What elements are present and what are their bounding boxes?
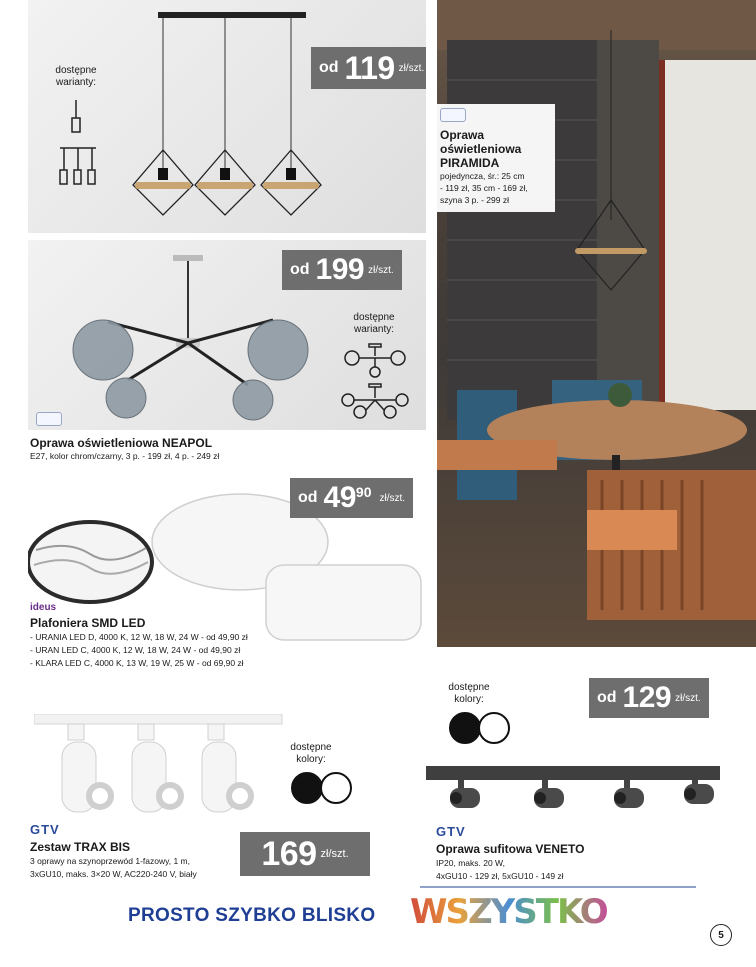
trax-colors-label: dostępne kolory: — [290, 742, 332, 765]
veneto-color-white[interactable] — [478, 712, 510, 744]
plafoniera-line-3: - KLARA LED C, 4000 K, 13 W, 19 W, 25 W - od 69,90 zł — [30, 658, 244, 668]
veneto-price-unit: zł/szt. — [675, 692, 701, 704]
neapol-brand-logo — [36, 412, 62, 426]
piramida-title: Oprawa oświetleniowa PIRAMIDA — [440, 128, 522, 170]
trax-price-amount: 169 — [261, 834, 317, 873]
trax-color-swatches — [291, 772, 352, 804]
neapol-price-amount: 199 — [315, 253, 365, 286]
trax-title: Zestaw TRAX BIS — [30, 840, 131, 854]
wszystko-logo: WSZYSTKO — [410, 892, 607, 932]
footer-slogan: PROSTO SZYBKO BLISKO — [128, 905, 376, 926]
piramida-price-od: od — [319, 59, 339, 76]
trax-color-white[interactable] — [320, 772, 352, 804]
interior-photo-scene — [437, 0, 756, 647]
veneto-desc-2: 4xGU10 - 129 zł, 5xGU10 - 149 zł — [436, 871, 564, 881]
piramida-lamp-illustration — [123, 10, 338, 220]
plafoniera-price-tag — [290, 478, 413, 518]
veneto-desc-1: IP20, maks. 20 W, — [436, 858, 505, 868]
plafoniera-brand-logo: ideus — [30, 602, 57, 613]
veneto-price-tag — [589, 678, 709, 718]
veneto-title: Oprawa sufitowa VENETO — [436, 842, 585, 856]
veneto-price-amount: 129 — [622, 681, 672, 714]
piramida-desc-3: szyna 3 p. - 299 zł — [440, 195, 509, 205]
neapol-image-panel — [28, 240, 426, 430]
piramida-desc-2: - 119 zł, 35 cm - 169 zł, — [440, 183, 528, 193]
trax-color-black[interactable] — [291, 772, 323, 804]
plafoniera-price-amount: 49 — [323, 481, 356, 514]
footer-accent-line — [420, 886, 696, 888]
page-number: 5 — [710, 924, 732, 946]
piramida-price-tag — [311, 47, 426, 89]
trax-brand-logo: GTV — [30, 822, 60, 837]
piramida-image-panel — [28, 0, 426, 233]
plafoniera-line-1: - URANIA LED D, 4000 K, 12 W, 18 W, 24 W - od 49,90 zł — [30, 632, 248, 642]
veneto-colors-label: dostępne kolory: — [448, 682, 490, 705]
neapol-desc: E27, kolor chrom/czarny, 3 p. - 199 zł, 4 p. - 249 zł — [30, 451, 220, 461]
neapol-price-od: od — [290, 261, 310, 278]
trax-desc-2: 3xGU10, maks. 3×20 W, AC220-240 V, biały — [30, 869, 197, 879]
piramida-desc-1: pojedyncza, śr.: 25 cm — [440, 171, 525, 181]
piramida-variant-icons — [56, 100, 106, 190]
veneto-illustration — [426, 766, 722, 816]
veneto-color-black[interactable] — [449, 712, 481, 744]
piramida-variants-label: dostępne warianty: — [55, 65, 97, 88]
trax-illustration — [34, 714, 286, 819]
plafoniera-price-od: od — [298, 489, 318, 506]
plafoniera-title: Plafoniera SMD LED — [30, 616, 146, 630]
veneto-price-od: od — [597, 689, 617, 706]
neapol-variants-label: dostępne warianty: — [353, 312, 395, 335]
piramida-caption-box — [437, 104, 555, 212]
neapol-title: Oprawa oświetleniowa NEAPOL — [30, 436, 213, 450]
trax-desc-1: 3 oprawy na szynoprzewód 1-fazowy, 1 m, — [30, 856, 190, 866]
neapol-price-unit: zł/szt. — [368, 264, 394, 276]
neapol-variant-icons — [340, 342, 410, 422]
trax-price-unit: zł/szt. — [320, 848, 349, 860]
trax-price-tag — [240, 832, 370, 876]
piramida-brand-logo — [440, 108, 466, 122]
plafoniera-price-unit: zł/szt. — [379, 492, 406, 504]
veneto-brand-logo: GTV — [436, 824, 466, 839]
neapol-price-tag — [282, 250, 402, 290]
piramida-price-unit: zł/szt. — [398, 62, 425, 74]
plafoniera-price-cents: 90 — [355, 484, 372, 500]
interior-photo — [437, 0, 756, 647]
plafoniera-line-2: - URAN LED C, 4000 K, 12 W, 18 W, 24 W - od 49,90 zł — [30, 645, 241, 655]
piramida-price-amount: 119 — [344, 49, 395, 86]
veneto-color-swatches — [449, 712, 510, 744]
